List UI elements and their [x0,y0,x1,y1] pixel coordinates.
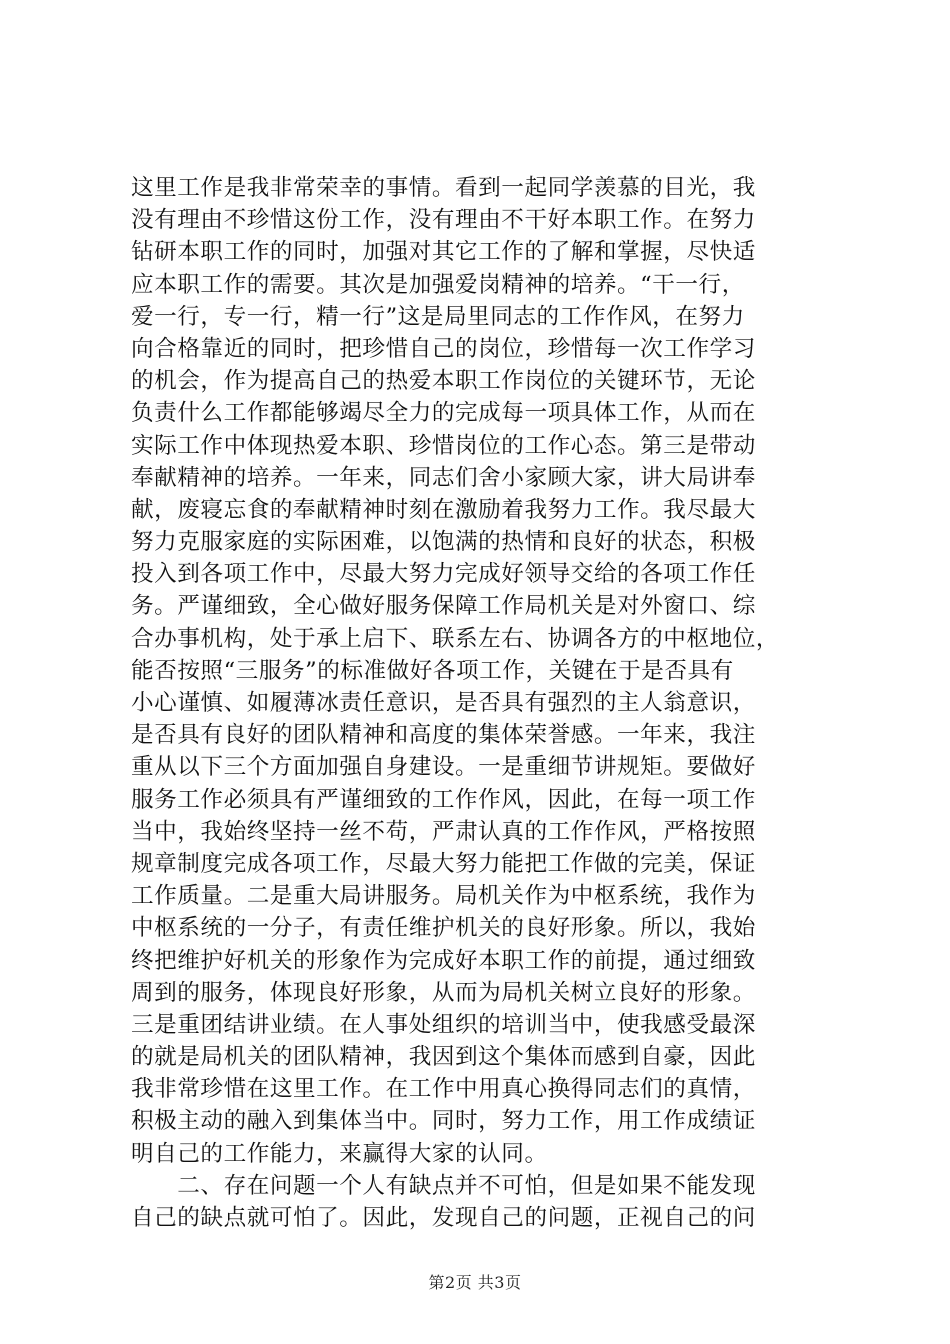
text-line: 钻研本职工作的同时，加强对其它工作的了解和掌握，尽快适 [131,239,756,266]
text-line: 爱一行，专一行，精一行”这是局里同志的工作作风，在努力 [131,303,745,330]
text-line: 奉献精神的培养。一年来，同志们舍小家顾大家，讲大局讲奉 [131,464,756,491]
text-line: 自己的缺点就可怕了。因此，发现自己的问题，正视自己的问 [131,1205,756,1231]
text-line: 实际工作中体现热爱本职、珍惜岗位的工作心态。第三是带动 [131,432,756,459]
text-line: 终把维护好机关的形象作为完成好本职工作的前提，通过细致 [131,947,756,974]
text-line: 投入到各项工作中，尽最大努力完成好领导交给的各项工作任 [131,561,756,588]
text-line: 努力克服家庭的实际困难，以饱满的热情和良好的状态，积极 [131,529,756,556]
text-line: 三是重团结讲业绩。在人事处组织的培训当中，使我感受最深 [131,1011,756,1038]
text-line: 负责什么工作都能够竭尽全力的完成每一项具体工作，从而在 [131,400,756,427]
text-line: 的就是局机关的团队精神，我因到这个集体而感到自豪，因此 [131,1044,756,1071]
text-line: 服务工作必须具有严谨细致的工作作风，因此，在每一项工作 [131,786,756,813]
text-line: 重从以下三个方面加强自身建设。一是重细节讲规矩。要做好 [131,754,756,781]
text-line: 二、存在问题一个人有缺点并不可怕，但是如果不能发现 [131,1172,756,1199]
text-line: 务。严谨细致，全心做好服务保障工作局机关是对外窗口、综 [131,593,756,620]
text-line: 积极主动的融入到集体当中。同时，努力工作，用工作成绩证 [131,1108,756,1135]
text-line: 的机会，作为提高自己的热爱本职工作岗位的关键环节，无论 [131,368,756,395]
text-line: 中枢系统的一分子，有责任维护机关的良好形象。所以，我始 [131,915,756,942]
text-line: 合办事机构，处于承上启下、联系左右、协调各方的中枢地位， [131,625,780,652]
text-line: 献，废寝忘食的奉献精神时刻在激励着我努力工作。我尽最大 [131,496,756,523]
page-number-footer: 第2页 共3页 [428,1273,522,1292]
text-line: 没有理由不珍惜这份工作，没有理由不干好本职工作。在努力 [131,207,756,234]
text-line: 当中，我始终坚持一丝不苟，严肃认真的工作作风，严格按照 [131,818,756,845]
text-line: 我非常珍惜在这里工作。在工作中用真心换得同志们的真情， [131,1076,756,1103]
text-line: 规章制度完成各项工作，尽最大努力能把工作做的完美，保证 [131,850,756,877]
body-text [131,172,831,1234]
text-line: 是否具有良好的团队精神和高度的集体荣誉感。一年来，我注 [131,722,756,749]
text-line: 能否按照“三服务”的标准做好各项工作，关键在于是否具有 [131,657,734,684]
text-line: 周到的服务，体现良好形象，从而为局机关树立良好的形象。 [131,979,756,1006]
text-line: 向合格靠近的同时，把珍惜自己的岗位，珍惜每一次工作学习 [131,335,756,362]
text-line: 应本职工作的需要。其次是加强爱岗精神的培养。“干一行， [131,271,745,298]
text-line: 小心谨慎、如履薄冰责任意识，是否具有强烈的主人翁意识， [131,690,756,716]
text-line: 工作质量。二是重大局讲服务。局机关作为中枢系统，我作为 [131,883,756,910]
text-line: 这里工作是我非常荣幸的事情。看到一起同学羡慕的目光，我 [131,175,756,201]
text-line: 明自己的工作能力，来赢得大家的认同。 [131,1140,548,1167]
